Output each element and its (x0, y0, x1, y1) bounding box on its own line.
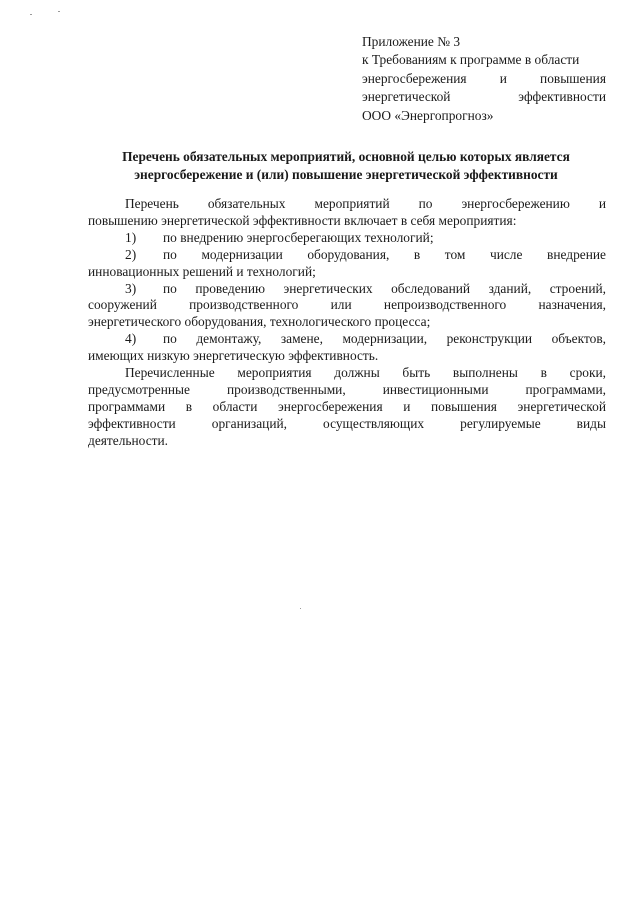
list-item (88, 247, 606, 264)
scan-speck (30, 14, 32, 15)
annex-number: Приложение № 3 (362, 34, 461, 49)
list-item-text: по демонтажу, замене, модернизации, реконструкции объектов, (163, 331, 606, 347)
title-line: Перечень обязательных мероприятий, основной целью которых является (122, 149, 570, 164)
document-title (86, 148, 606, 183)
list-item-text: по модернизации оборудования, в том числе внедрение (163, 246, 606, 262)
list-item-number: 4) (125, 331, 137, 347)
list-item-continuation: энергетического оборудования, технологического процесса; (88, 314, 431, 330)
list-item (88, 331, 606, 348)
list-item-continuation: сооружений производственного или непроизводственного назначения, (88, 297, 606, 313)
closing-line: программами в области энергосбережения и повышения энергетической (88, 398, 606, 414)
closing-line: деятельности. (88, 432, 169, 448)
intro-line: повышению энергетической эффективности включает в себя мероприятия: (88, 212, 517, 228)
intro-line: Перечень обязательных мероприятий по энергосбережению и (125, 196, 606, 211)
list-item-text: по внедрению энергосберегающих технологий; (163, 229, 434, 245)
list-item-number: 2) (125, 246, 137, 262)
scan-speck (58, 11, 60, 12)
annex-organization: ООО «Энергопрогноз» (362, 107, 494, 123)
list-item-continuation: инновационных решений и технологий; (88, 263, 316, 279)
list-item (88, 230, 606, 247)
annex-reference-cont: энергетической эффективности (362, 89, 606, 105)
list-item-number: 1) (125, 229, 137, 245)
annex-header (362, 33, 606, 125)
scan-speck (300, 608, 301, 609)
annex-reference-cont: энергосбережения и повышения (362, 70, 606, 86)
list-item (88, 281, 606, 298)
annex-reference: к Требованиям к программе в области (362, 52, 580, 68)
title-line: энергосбережение и (или) повышение энергетической эффективности (134, 166, 558, 182)
closing-line: Перечисленные мероприятия должны быть выполнены в сроки, (125, 365, 606, 381)
document-body (88, 196, 606, 450)
list-item-continuation: имеющих низкую энергетическую эффективность. (88, 348, 379, 364)
list-item-number: 3) (125, 280, 137, 296)
list-item-text: по проведению энергетических обследований зданий, строений, (163, 280, 606, 296)
closing-line: эффективности организаций, осуществляющих регулируемые виды (88, 415, 606, 431)
closing-line: предусмотренные производственными, инвестиционными программами, (88, 381, 606, 397)
